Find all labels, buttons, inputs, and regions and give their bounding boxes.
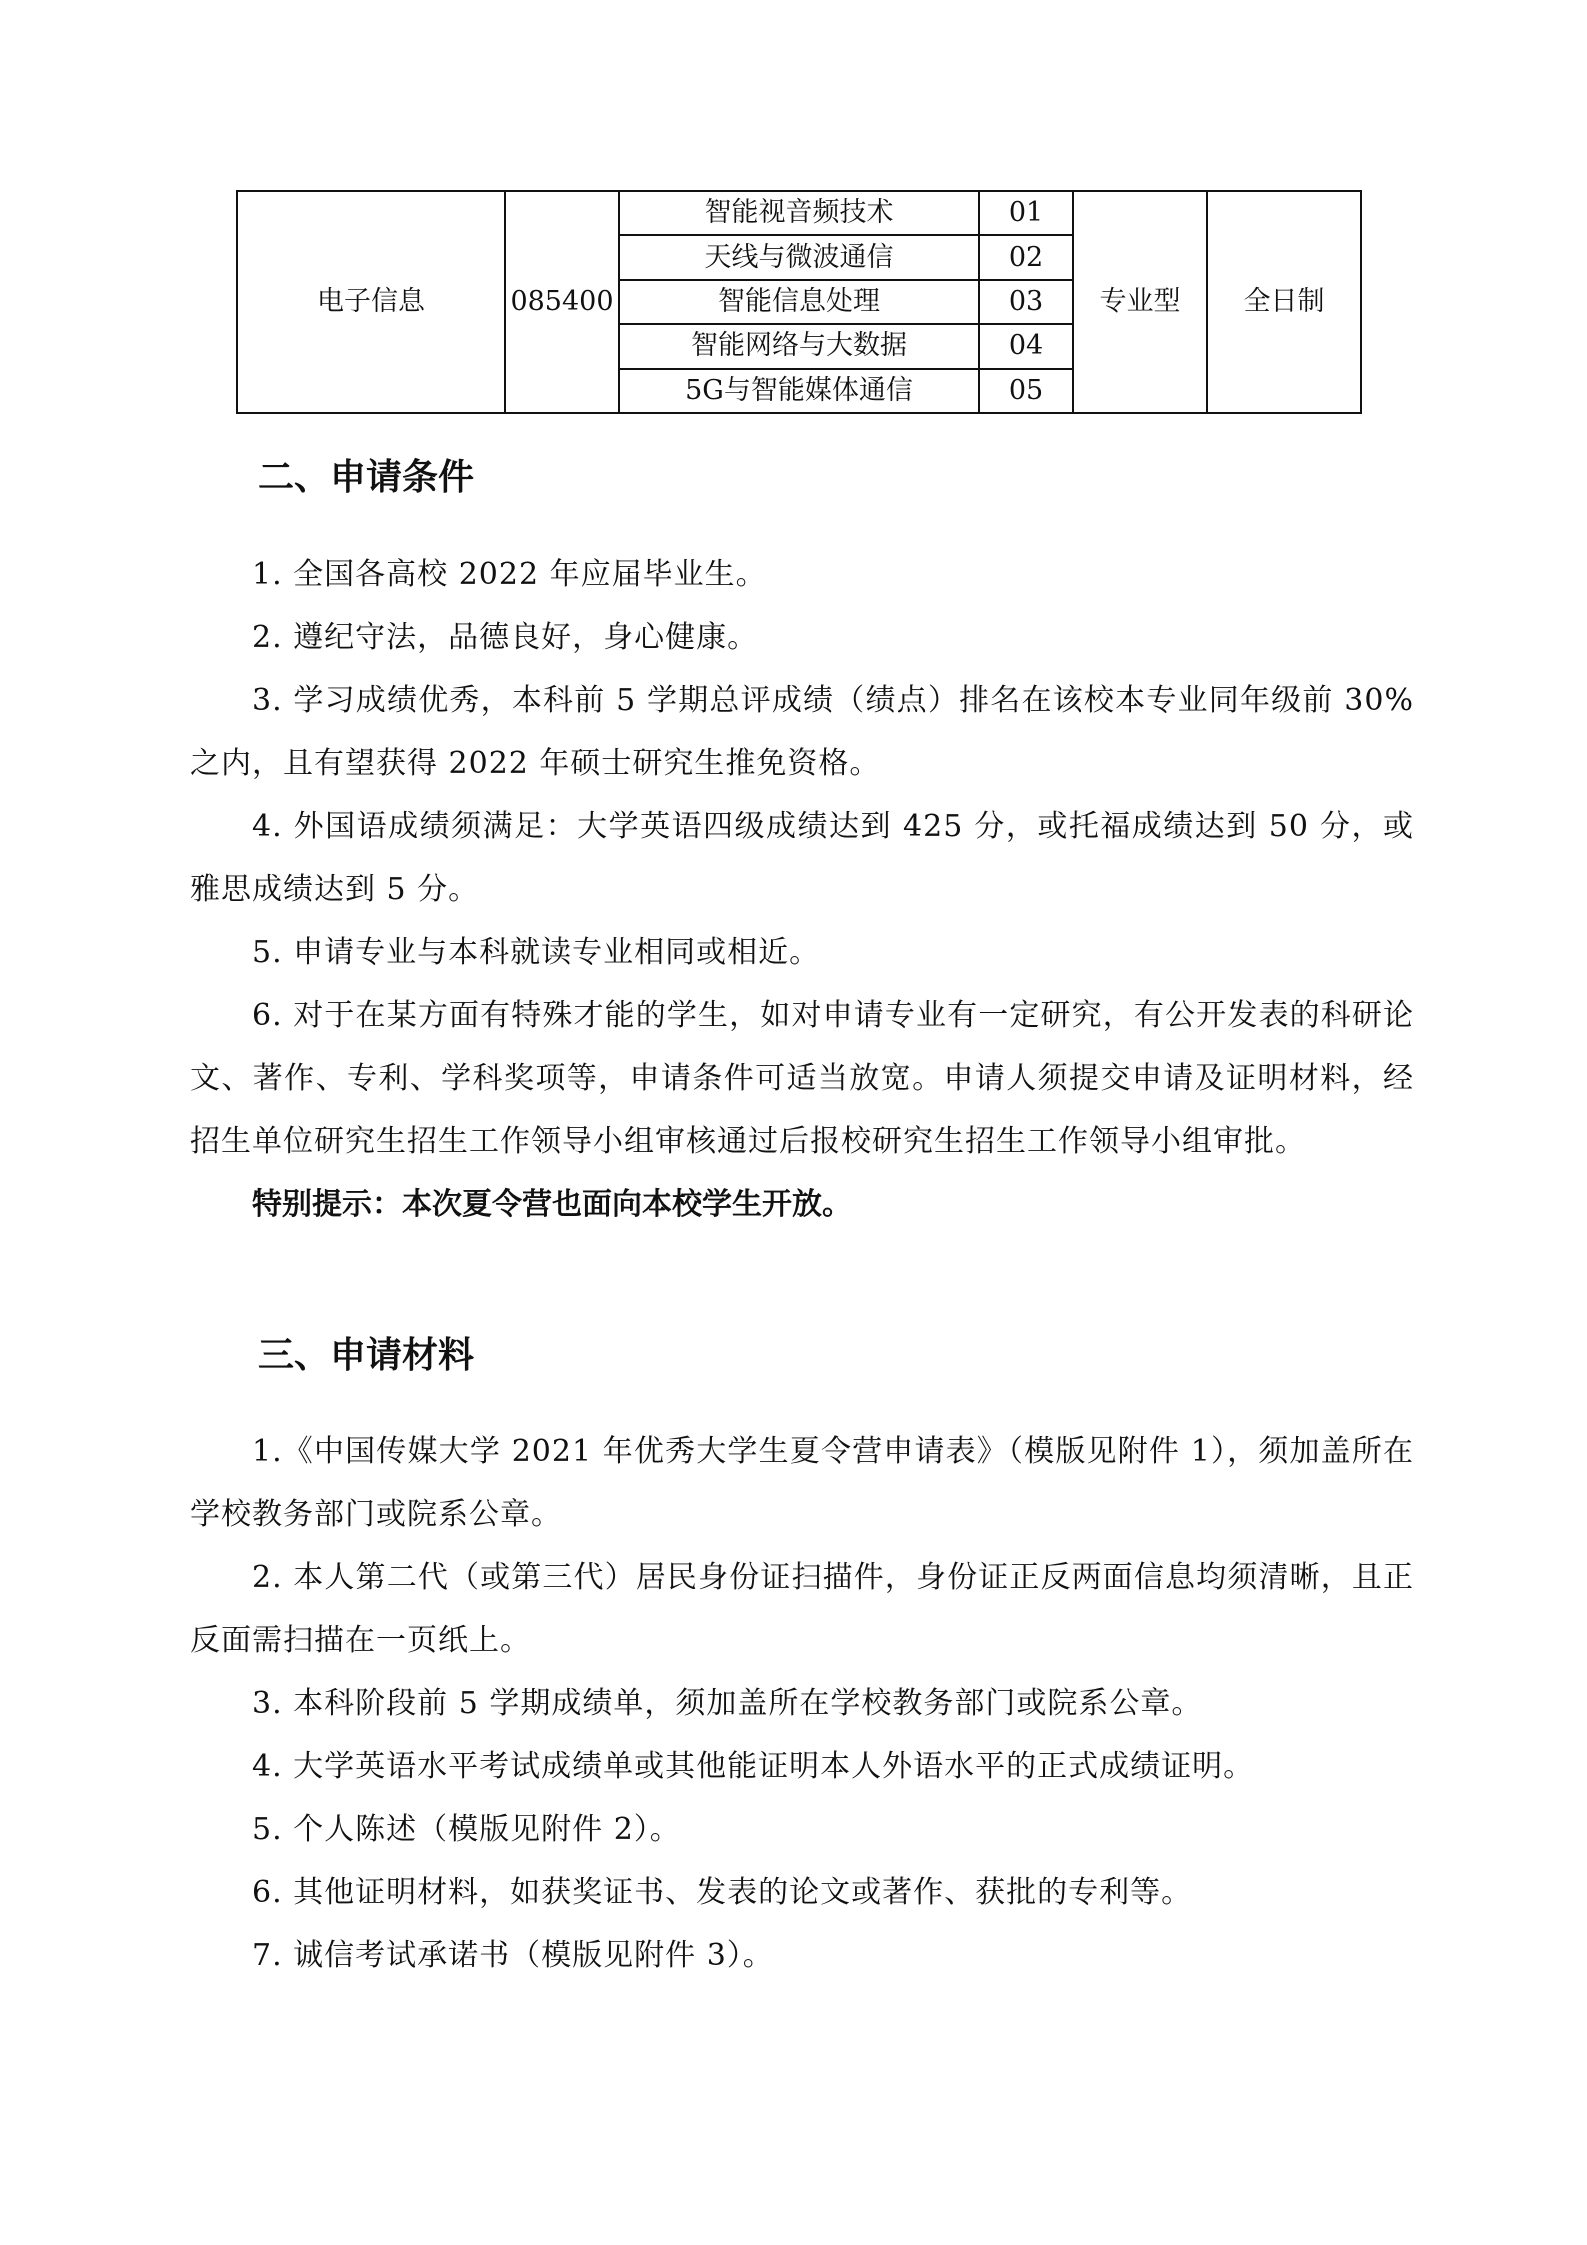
- direction-num: 03: [979, 280, 1073, 324]
- discipline-cell: 电子信息: [237, 191, 505, 413]
- material-item-3: 3. 本科阶段前 5 学期成绩单，须加盖所在学校教务部门或院系公章。: [252, 1686, 1203, 1721]
- special-notice: 特别提示：本次夏令营也面向本校学生开放。: [252, 1187, 852, 1222]
- condition-item-3: 3. 学习成绩优秀，本科前 5 学期总评成绩（绩点）排名在该校本专业同年级前 30%之内，且有望获得 2022 年硕士研究生推免资格。: [190, 683, 1414, 781]
- condition-item-2: 2. 遵纪守法，品德良好，身心健康。: [252, 620, 759, 655]
- material-item-1: 1.《中国传媒大学 2021 年优秀大学生夏令营申请表》（模版见附件 1），须加盖所在学校教务部门或院系公章。: [190, 1434, 1414, 1532]
- mode-cell: 全日制: [1207, 191, 1361, 413]
- majors-table: [236, 190, 1362, 414]
- direction-name: 智能视音频技术: [619, 191, 979, 235]
- direction-num: 01: [979, 191, 1073, 235]
- direction-name: 智能网络与大数据: [619, 324, 979, 368]
- conditions-list: [190, 543, 1414, 1236]
- section-heading-materials: 三、申请材料: [258, 1335, 475, 1376]
- direction-name: 智能信息处理: [619, 280, 979, 324]
- direction-num: 02: [979, 235, 1073, 279]
- material-item-4: 4. 大学英语水平考试成绩单或其他能证明本人外语水平的正式成绩证明。: [252, 1749, 1255, 1784]
- majors-table-wrap: [236, 190, 1360, 414]
- condition-item-5: 5. 申请专业与本科就读专业相同或相近。: [252, 935, 821, 970]
- table-row: [237, 191, 1361, 235]
- materials-list: [190, 1420, 1414, 1987]
- section-heading-conditions: 二、申请条件: [258, 457, 475, 498]
- condition-item-6: 6. 对于在某方面有特殊才能的学生，如对申请专业有一定研究，有公开发表的科研论文、著作、专利、学科奖项等，申请条件可适当放宽。申请人须提交申请及证明材料，经招生单位研究生招生工作领导小组审核通过后报校研究生招生工作领导小组审批。: [190, 998, 1414, 1159]
- material-item-7: 7. 诚信考试承诺书（模版见附件 3）。: [252, 1938, 774, 1973]
- material-item-6: 6. 其他证明材料，如获奖证书、发表的论文或著作、获批的专利等。: [252, 1875, 1193, 1910]
- type-cell: 专业型: [1073, 191, 1207, 413]
- direction-name: 天线与微波通信: [619, 235, 979, 279]
- material-item-2: 2. 本人第二代（或第三代）居民身份证扫描件，身份证正反两面信息均须清晰，且正反面需扫描在一页纸上。: [190, 1560, 1414, 1658]
- condition-item-4: 4. 外国语成绩须满足：大学英语四级成绩达到 425 分，或托福成绩达到 50 分，或雅思成绩达到 5 分。: [190, 809, 1414, 907]
- condition-item-1: 1. 全国各高校 2022 年应届毕业生。: [252, 557, 767, 592]
- direction-num: 05: [979, 369, 1073, 413]
- code-cell: 085400: [505, 191, 619, 413]
- direction-name: 5G与智能媒体通信: [619, 369, 979, 413]
- direction-num: 04: [979, 324, 1073, 368]
- material-item-5: 5. 个人陈述（模版见附件 2）。: [252, 1812, 681, 1847]
